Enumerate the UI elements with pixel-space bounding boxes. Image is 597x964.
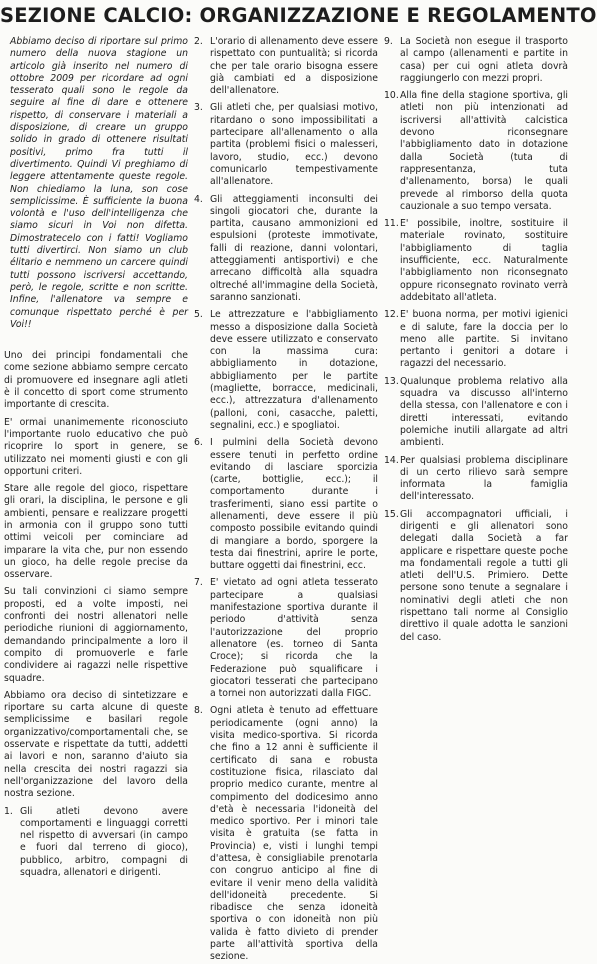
rule-number: 10. [384, 90, 399, 102]
rule-text: E' possibile, inoltre, sostituire il materiale rovinato, sostituire l'abbigliamento di taglia insufficiente, ecc. Naturalmente l'abbigliamento non riconsegnato oppure riconsegnato rovinato verrà addebitato all'atleta. [400, 218, 568, 303]
rule-item [384, 509, 568, 644]
rule-number: 6. [194, 437, 203, 449]
rule-text: Le attrezzature e l'abbigliamento messo a disposizione dalla Società deve essere utilizzato e conservato con la massima cura: abbigliamento in dotazione, abbigliamento per le partite (magliette, borracce, medicinali, ecc.), attrezzatura d'allenamento (palloni, coni, casacche, paletti, segnalini, ecc.) e spogliatoi. [210, 309, 378, 431]
rule-text: Qualunque problema relativo alla squadra va discusso all'interno della stessa, con l'allenatore e con i diretti interessati, evitando polemiche inutili allargate ad altri ambienti. [400, 375, 568, 449]
rule-item [4, 806, 188, 880]
rule-number: 7. [194, 577, 203, 589]
rule-item [384, 309, 568, 370]
paragraph: E' ormai unanimemente riconosciuto l'importante ruolo educativo che può ricoprire lo sport in genere, se utilizzato nei momenti giusti e con gli opportuni criteri. [4, 416, 188, 477]
rule-text: Gli atleti devono avere comportamenti e linguaggi corretti nel rispetto di avversari (in campo e fuori dal terreno di gioco), pubblico, arbitro, compagni di squadra, allenatori e dirigenti. [20, 805, 188, 878]
page-title: SEZIONE CALCIO: ORGANIZZAZIONE E REGOLAMENTO [0, 4, 597, 27]
rule-number: 8. [194, 705, 203, 717]
rule-item [384, 36, 568, 85]
rule-number: 1. [4, 805, 13, 817]
rule-text: Gli accompagnatori ufficiali, i dirigenti e gli allenatori sono delegati dalla Società a far applicare e rispettare queste poche ma fondamentali regole a tutti gli atleti dell'U.S. Primiero. Dette persone sono tenute a segnalare i nominativi degli atleti che non rispettano tali norme al Consiglio direttivo il quale adotta le sanzioni del caso. [400, 508, 568, 643]
rule-number: 12. [384, 309, 399, 321]
rule-text: E' buona norma, per motivi igienici e di salute, fare la doccia per lo meno alle partite. Si invitano pertanto i genitori a dotare i ragazzi del necessario. [400, 309, 568, 370]
rule-item [384, 218, 568, 304]
rule-number: 9. [384, 36, 393, 47]
rule-number: 2. [194, 36, 203, 47]
rule-text: Per qualsiasi problema disciplinare di un certo rilievo sarà sempre informata la famiglia dell'interessato. [400, 454, 568, 503]
column-3 [384, 36, 568, 796]
rule-number: 15. [384, 508, 399, 520]
rule-text: Ogni atleta è tenuto ad effettuare periodicamente (ogni anno) la visita medico-sportiva. Si ricorda che fino a 12 anni è sufficiente il certificato di sana e robusta costituzione fisica, rilasciato dal proprio medico curante, mentre al compimento del dodicesimo anno d'età è necessaria l'idoneità del medico sportivo. Per i minori tale visita è gratuita (se fatta in Provincia) e, visti i lunghi tempi d'attesa, è consigliabile prenotarla con congruo anticipo al fine di evitare il venir meno della validità dell'idoneità precedente. Si ribadisce che senza idoneità sportiva o con idoneità non più valida è fatto divieto di prender parte all'attività sportiva della sezione. [210, 705, 378, 963]
rule-number: 14. [384, 454, 399, 466]
rule-item [384, 455, 568, 504]
rule-item [194, 194, 378, 305]
rule-number: 5. [194, 309, 203, 321]
rule-item [194, 102, 378, 188]
intro-text: Abbiamo deciso di riportare sul primo numero della nuova stagione un articolo già inserito nel numero di ottobre 2009 per ricordare ad ogni tesserato quali sono le regole da seguire al fine di dare e ottenere rispetto, di conservare i materiali a disposizione, di creare un gruppo solido in grado di ottenere risultati positivi, primo fra tutti il divertimento. Quindi Vi preghiamo di leggere attentamente queste regole. Non chiediamo la luna, son cose semplicissime. È sufficiente la buona volontà e l'uso dell'intelligenza che siamo sicuri in Voi non difetta. Dimostratecelo con i fatti! Vogliamo tutti divertirci. Non siamo un club élitario e nemmeno un carcere quindi tutti possono iscriversi accettando, però, le regole, scritte e non scritte. Infine, l'allenatore va sempre e comunque rispettato perché è per Voi!! [10, 36, 188, 330]
rule-item [194, 437, 378, 572]
rule-item [384, 376, 568, 450]
paragraph: Su tali convinzioni ci siamo sempre proposti, ed a volte imposti, nei confronti dei nostri allenatori nelle periodiche riunioni di aggiornamento, demandando principalmente a loro il compito di promuoverle e farle condividere ai ragazzi nelle rispettive squadre. [4, 586, 188, 684]
rule-text: Gli atleti che, per qualsiasi motivo, ritardano o sono impossibilitati a partecipare all'allenamento o alla partita (problemi fisici o malesseri, lavoro, studio, ecc.) devono comunicarlo tempestivamente all'allenatore. [210, 102, 378, 188]
column-1 [4, 36, 188, 878]
rule-item [194, 36, 378, 97]
paragraph: Uno dei principi fondamentali che come sezione abbiamo sempre cercato di promuovere ed insegnare agli atleti è il concetto di sport come strumento importante di crescita. [4, 350, 188, 411]
rule-text: E' vietato ad ogni atleta tesserato partecipare a qualsiasi manifestazione sportiva durante il periodo d'attività senza l'autorizzazione del proprio allenatore (es. torneo di Santa Croce); si ricorda che la Federazione può squalificare i giocatori tesserati che partecipano a tornei non autorizzati dalla FIGC. [210, 577, 378, 700]
rule-item [194, 309, 378, 432]
rule-number: 3. [194, 102, 203, 114]
column-2 [194, 36, 378, 963]
rule-text: La Società non esegue il trasporto al campo (allenamenti e partite in casa) per cui ogni atleta dovrà raggiungerlo con mezzi propri. [400, 36, 568, 84]
rule-item [384, 90, 568, 213]
rule-number: 11. [384, 218, 399, 230]
rule-number: 4. [194, 193, 203, 205]
rule-text: Gli atteggiamenti inconsulti dei singoli giocatori che, durante la partita, causano ammonizioni ed espulsioni (proteste immotivate, falli di reazione, danni volontari, atteggiamenti antisportivi) e che arrecano difficoltà alla squadra oltreché all'immagine della Società, saranno sanzionati. [210, 193, 378, 303]
paragraph: Abbiamo ora deciso di sintetizzare e riportare su carta alcune di queste semplicissime e basilari regole organizzativo/comportamentali che, se osservate e rispettate da tutti, addetti ai lavori e non, saranno d'aiuto sia nella crescita dei nostri ragazzi sia nell'organizzazione del lavoro della nostra sezione. [4, 689, 188, 800]
rule-text: I pulmini della Società devono essere tenuti in perfetto ordine evitando di lasciare sporcizia (carte, bottiglie, ecc.); il comportamento durante i trasferimenti, siano essi partite o allenamenti, deve essere il più composto possibile evitando quindi di mangiare a bordo, sporgere la testa dai finestrini, aprire le porte, buttare oggetti dai finestrini, ecc. [210, 437, 378, 572]
rule-number: 13. [384, 375, 399, 387]
paragraph: Stare alle regole del gioco, rispettare gli orari, la disciplina, le persone e gli ambienti, pensare e realizzare progetti in armonia con il gruppo sono tutti ottimi veicoli per cominciare ad imparare la vita che, pur non essendo un gioco, ha delle regole precise da osservare. [4, 483, 188, 581]
rule-text: L'orario di allenamento deve essere rispettato con puntualità; si ricorda che per tale orario bisogna essere già cambiati ed a disposizione dell'allenatore. [210, 36, 378, 97]
rule-item [194, 577, 378, 700]
rule-item [194, 705, 378, 963]
rule-text: Alla fine della stagione sportiva, gli atleti non più intenzionati ad iscriversi all'attività calcistica devono riconsegnare l'abbigliamento dato in dotazione dalla Società (tuta di rappresentanza, tuta d'allenamento, borsa) le quali prevede al rimborso della quota cauzionale a suo tempo versata. [400, 90, 568, 212]
